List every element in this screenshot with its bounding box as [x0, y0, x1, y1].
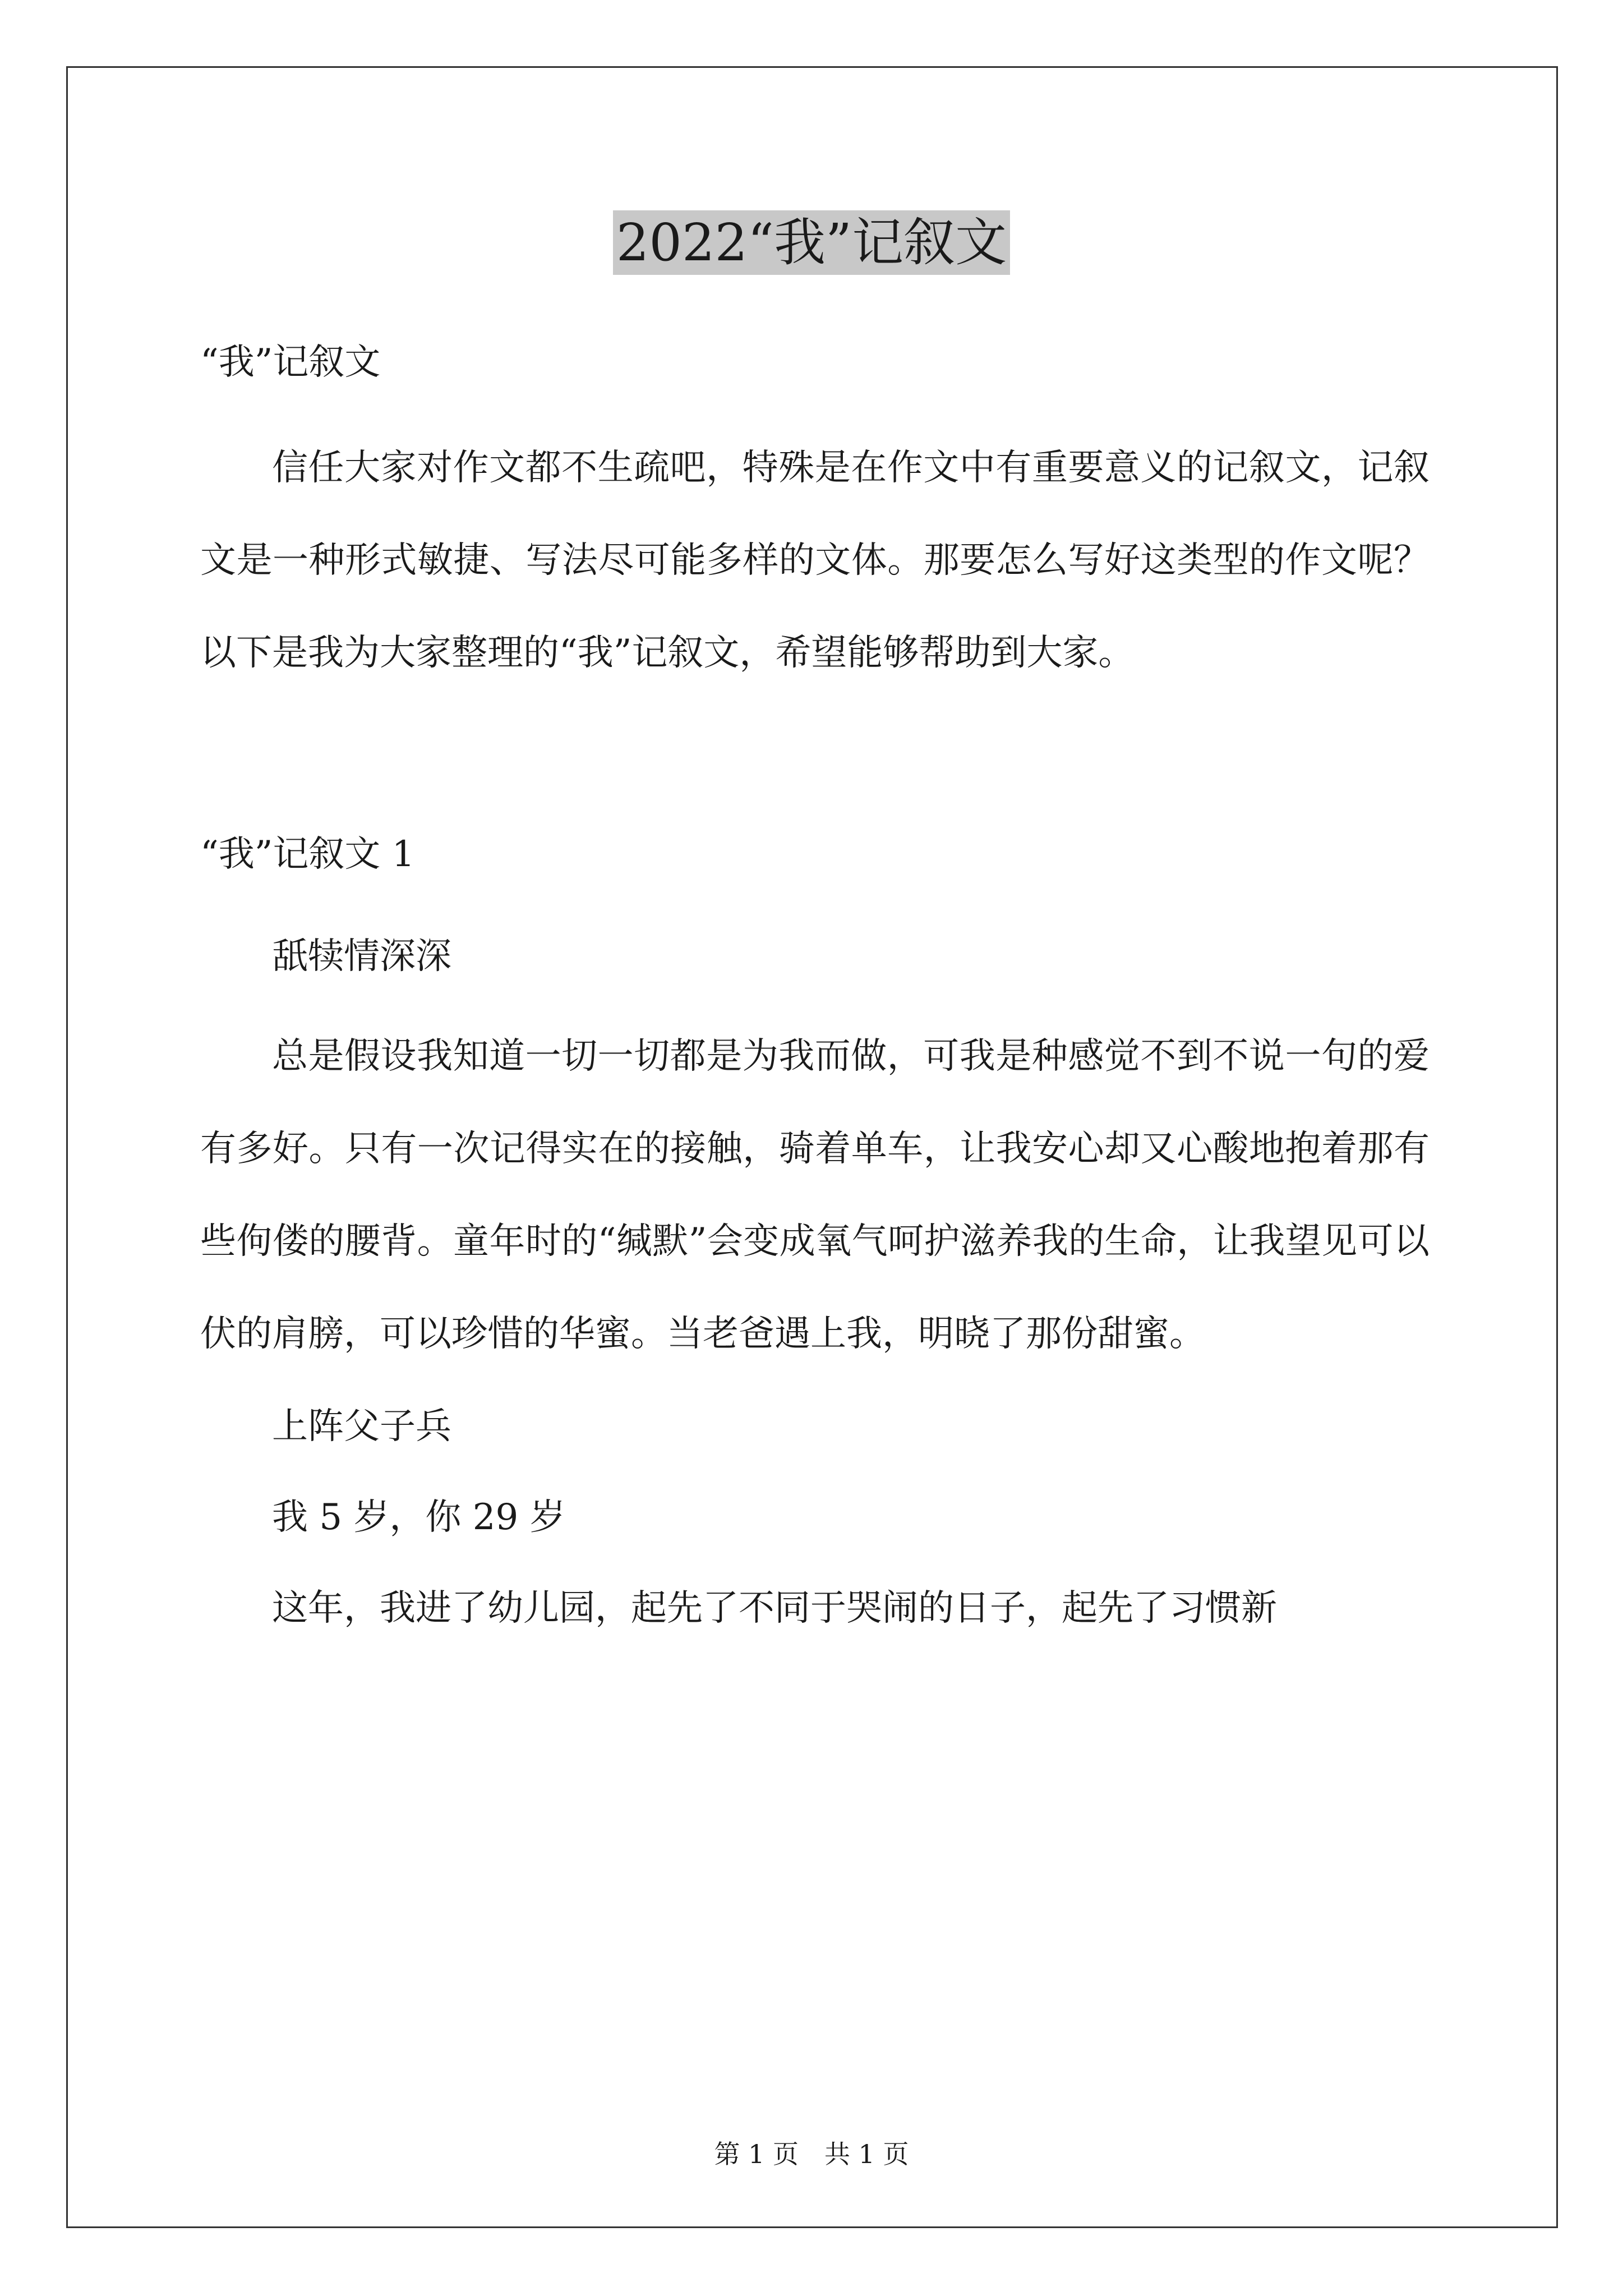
subsection-heading: 上阵父子兵 [272, 1406, 451, 1447]
section-paragraph-2: 这年，我进了幼儿园，起先了不同于哭闹的日子，起先了习惯新 [272, 1588, 1277, 1629]
document-title [0, 206, 1623, 279]
document-body [200, 314, 1430, 1634]
section-paragraph-1: 总是假设我知道一切一切都是为我而做，可我是种感觉不到不说一句的爱有多好。只有一次记得实在的接触，骑着单车，让我安心却又心酸地抱着那有些佝偻的腰背。童年时的“缄默”会变成氧气呵护滋养我的生命，让我望见可以伏的肩膀，可以珍惜的华蜜。当老爸遇上我，明晓了那份甜蜜。 [200, 1036, 1430, 1355]
document-title-text: 2022“我”记叙文 [613, 210, 1010, 275]
subtitle: “我”记叙文 [200, 342, 381, 383]
age-line: 我 5 岁，你 29 岁 [272, 1497, 566, 1538]
section-heading: “我”记叙文 1 [200, 834, 415, 875]
section-title: 舐犊情深深 [272, 936, 451, 977]
page-footer: 第 1 页 共 1 页 [714, 2139, 909, 2169]
intro-paragraph: 信任大家对作文都不生疏吧，特殊是在作文中有重要意义的记叙文，记叙文是一种形式敏捷、写法尽可能多样的文体。那要怎么写好这类型的作文呢？以下是我为大家整理的“我”记叙文，希望能够帮助到大家。 [200, 447, 1430, 674]
